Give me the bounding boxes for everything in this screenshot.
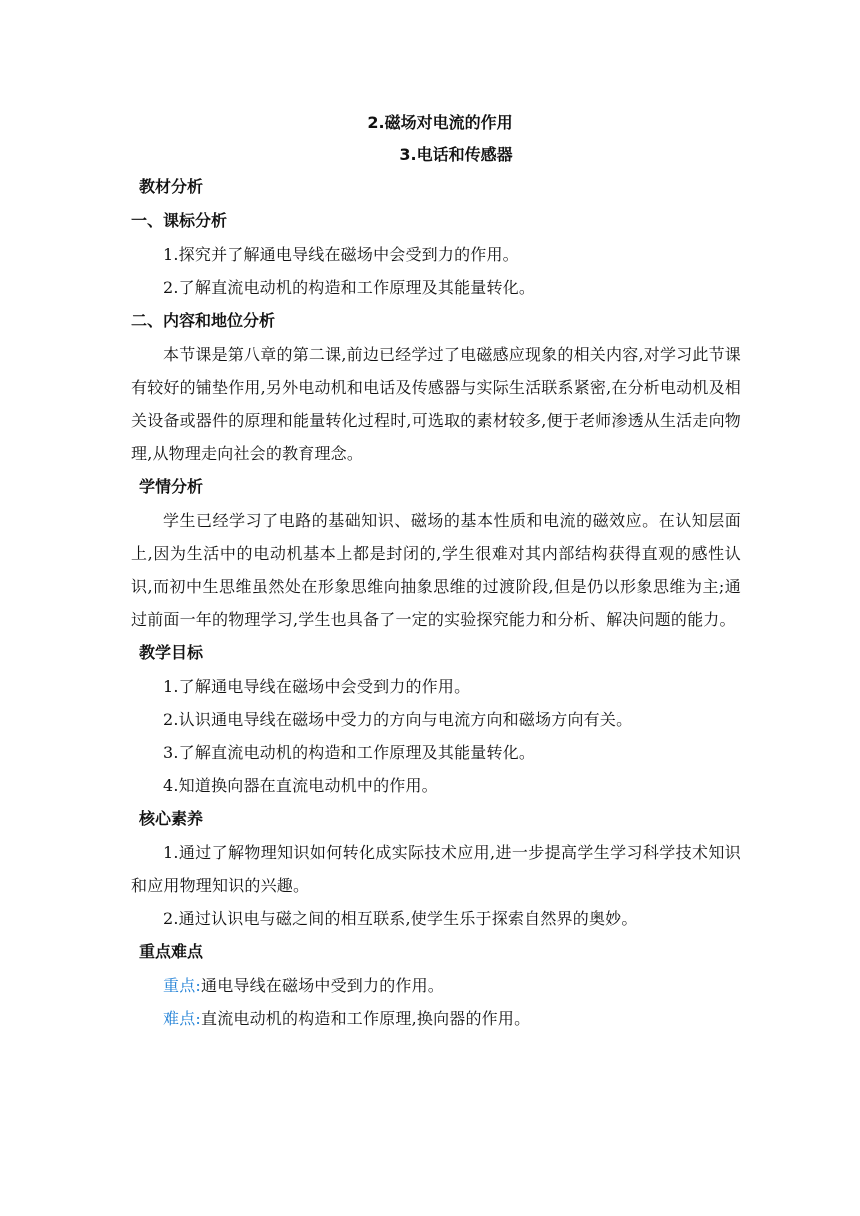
document-page bbox=[131, 108, 741, 1035]
difficult-point-label: 难点: bbox=[163, 1009, 201, 1028]
key-point-line bbox=[131, 969, 741, 1002]
heading-content-position: 二、内容和地位分析 bbox=[131, 311, 276, 330]
curriculum-item-1: 1.探究并了解通电导线在磁场中会受到力的作用。 bbox=[163, 245, 519, 264]
heading-objectives: 教学目标 bbox=[139, 643, 204, 662]
heading-key-points: 重点难点 bbox=[139, 942, 204, 961]
key-point-text: 通电导线在磁场中受到力的作用。 bbox=[201, 976, 445, 995]
objective-item-3: 3.了解直流电动机的构造和工作原理及其能量转化。 bbox=[163, 743, 536, 762]
curriculum-item-2: 2.了解直流电动机的构造和工作原理及其能量转化。 bbox=[163, 278, 536, 297]
heading-core-literacy: 核心素养 bbox=[139, 809, 204, 828]
key-point-label: 重点: bbox=[163, 976, 201, 995]
heading-curriculum: 一、课标分析 bbox=[131, 211, 228, 230]
objective-item-1: 1.了解通电导线在磁场中会受到力的作用。 bbox=[163, 677, 471, 696]
core-literacy-item-1: 1.通过了解物理知识如何转化成实际技术应用,进一步提高学生学习科学技术知识和应用物理知识的兴趣。 bbox=[131, 843, 741, 895]
objective-item-4: 4.知道换向器在直流电动机中的作用。 bbox=[163, 776, 438, 795]
core-literacy-item-2: 2.通过认识电与磁之间的相互联系,使学生乐于探索自然界的奥妙。 bbox=[163, 909, 638, 928]
lesson-title-1: 2.磁场对电流的作用 bbox=[367, 113, 513, 132]
student-analysis-paragraph: 学生已经学习了电路的基础知识、磁场的基本性质和电流的磁效应。在认知层面上,因为生活中的电动机基本上都是封闭的,学生很难对其内部结构获得直观的感性认识,而初中生思维虽然处在形象思维向抽象思维的过渡阶段,但是仍以形象思维为主;通过前面一年的物理学习,学生也具备了一定的实验探究能力和分析、解决问题的能力。 bbox=[131, 511, 741, 629]
heading-textbook-analysis: 教材分析 bbox=[139, 177, 204, 196]
difficult-point-text: 直流电动机的构造和工作原理,换向器的作用。 bbox=[201, 1009, 531, 1028]
objective-item-2: 2.认识通电导线在磁场中受力的方向与电流方向和磁场方向有关。 bbox=[163, 710, 633, 729]
lesson-title-2: 3.电话和传感器 bbox=[399, 145, 513, 164]
difficult-point-line bbox=[131, 1002, 741, 1035]
content-position-paragraph: 本节课是第八章的第二课,前边已经学过了电磁感应现象的相关内容,对学习此节课有较好的铺垫作用,另外电动机和电话及传感器与实际生活联系紧密,在分析电动机及相关设备或器件的原理和能量转化过程时,可选取的素材较多,便于老师渗透从生活走向物理,从物理走向社会的教育理念。 bbox=[131, 345, 741, 463]
heading-student-analysis: 学情分析 bbox=[139, 477, 204, 496]
